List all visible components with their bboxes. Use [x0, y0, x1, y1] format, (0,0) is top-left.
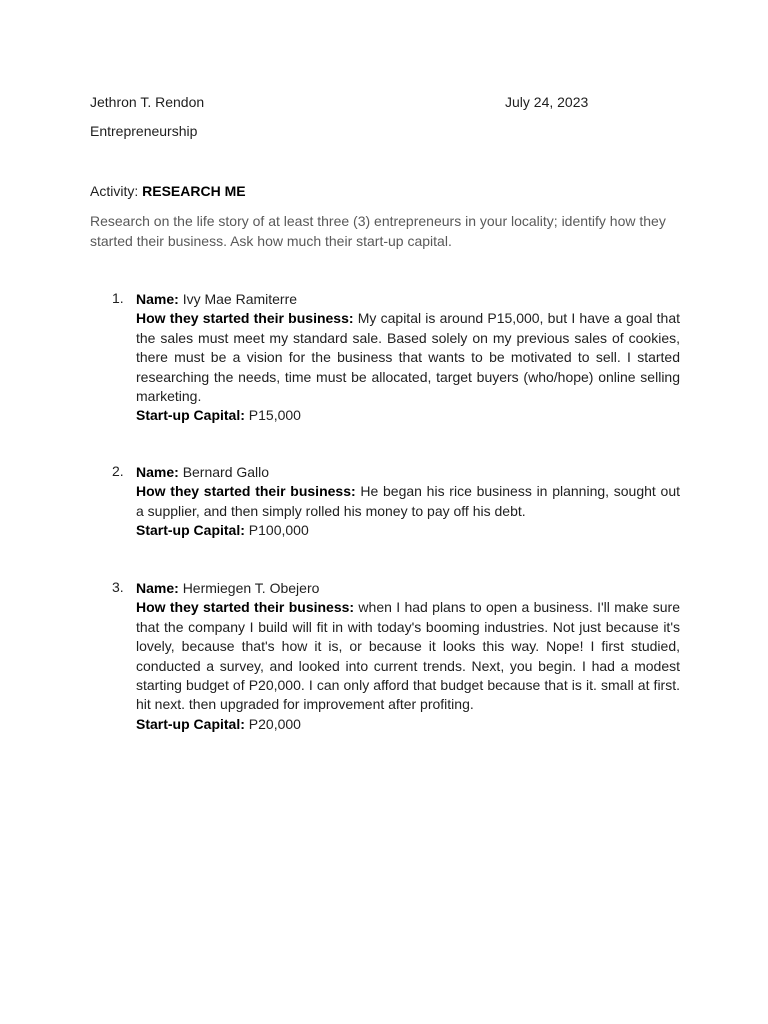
story-text: My capital is around P15,000, but I have a goal that the sales must meet my standard sale. Based solely on my previous sales of cookies, there must be a vision for the business that wants to be motivated to sell. I started researching the needs, time must be allocated, target buyers (who/hope) online selling marketing. — [136, 310, 680, 405]
entry-capital-line — [136, 406, 680, 425]
activity-prefix: Activity: — [90, 183, 143, 199]
entry-name-line — [136, 290, 680, 309]
author-name: Jethron T. Rendon — [90, 94, 205, 110]
entrepreneur-entry — [112, 290, 680, 426]
how-label: How they started their business: — [136, 599, 355, 616]
entrepreneur-entry — [112, 579, 680, 734]
how-label: How they started their business: — [136, 310, 354, 327]
entry-story — [136, 309, 680, 406]
document-date: July 24, 2023 — [505, 94, 589, 110]
entrepreneur-name: Hermiegen T. Obejero — [182, 580, 320, 596]
capital-label: Start-up Capital: — [136, 715, 245, 732]
name-label: Name: — [136, 291, 179, 307]
activity-heading — [90, 183, 246, 199]
entry-capital-line — [136, 715, 680, 734]
story-text: when I had plans to open a business. I'll make sure that the company I build will fit in with today's booming industries. Not just because it's lovely, because that's how it is, or because it looks this way. Nope! I first studied, conducted a survey, and looked into current trends. Next, you begin. I had a modest starting budget of P20,000. I can only afford that budget because that is it. small at first. hit next. then upgraded for improvement after profiting. — [136, 599, 680, 713]
capital-label: Start-up Capital: — [136, 522, 245, 539]
how-label: How they started their business: — [136, 483, 356, 500]
entrepreneur-name: Bernard Gallo — [182, 464, 270, 480]
capital-value: P15,000 — [248, 407, 301, 424]
entry-number: 3. — [112, 579, 124, 595]
name-label: Name: — [136, 464, 179, 480]
activity-title: RESEARCH ME — [142, 183, 246, 199]
story-text: He began his rice business in planning, sought out a supplier, and then simply rolled his money to pay off his debt. — [136, 483, 680, 519]
entry-capital-line — [136, 521, 680, 540]
capital-label: Start-up Capital: — [136, 407, 245, 424]
entrepreneur-entry — [112, 463, 680, 541]
name-label: Name: — [136, 580, 179, 596]
entry-number: 1. — [112, 290, 124, 306]
entry-name-line — [136, 463, 680, 482]
activity-instructions: Research on the life story of at least three (3) entrepreneurs in your locality; identify how they started their business. Ask how much their start-up capital. — [90, 213, 666, 249]
entry-story — [136, 598, 680, 714]
capital-value: P20,000 — [248, 715, 301, 732]
subject-title: Entrepreneurship — [90, 123, 198, 139]
entry-number: 2. — [112, 463, 124, 479]
entry-name-line — [136, 579, 680, 598]
capital-value: P100,000 — [248, 522, 309, 539]
entrepreneur-name: Ivy Mae Ramiterre — [182, 291, 298, 307]
entry-story — [136, 482, 680, 521]
